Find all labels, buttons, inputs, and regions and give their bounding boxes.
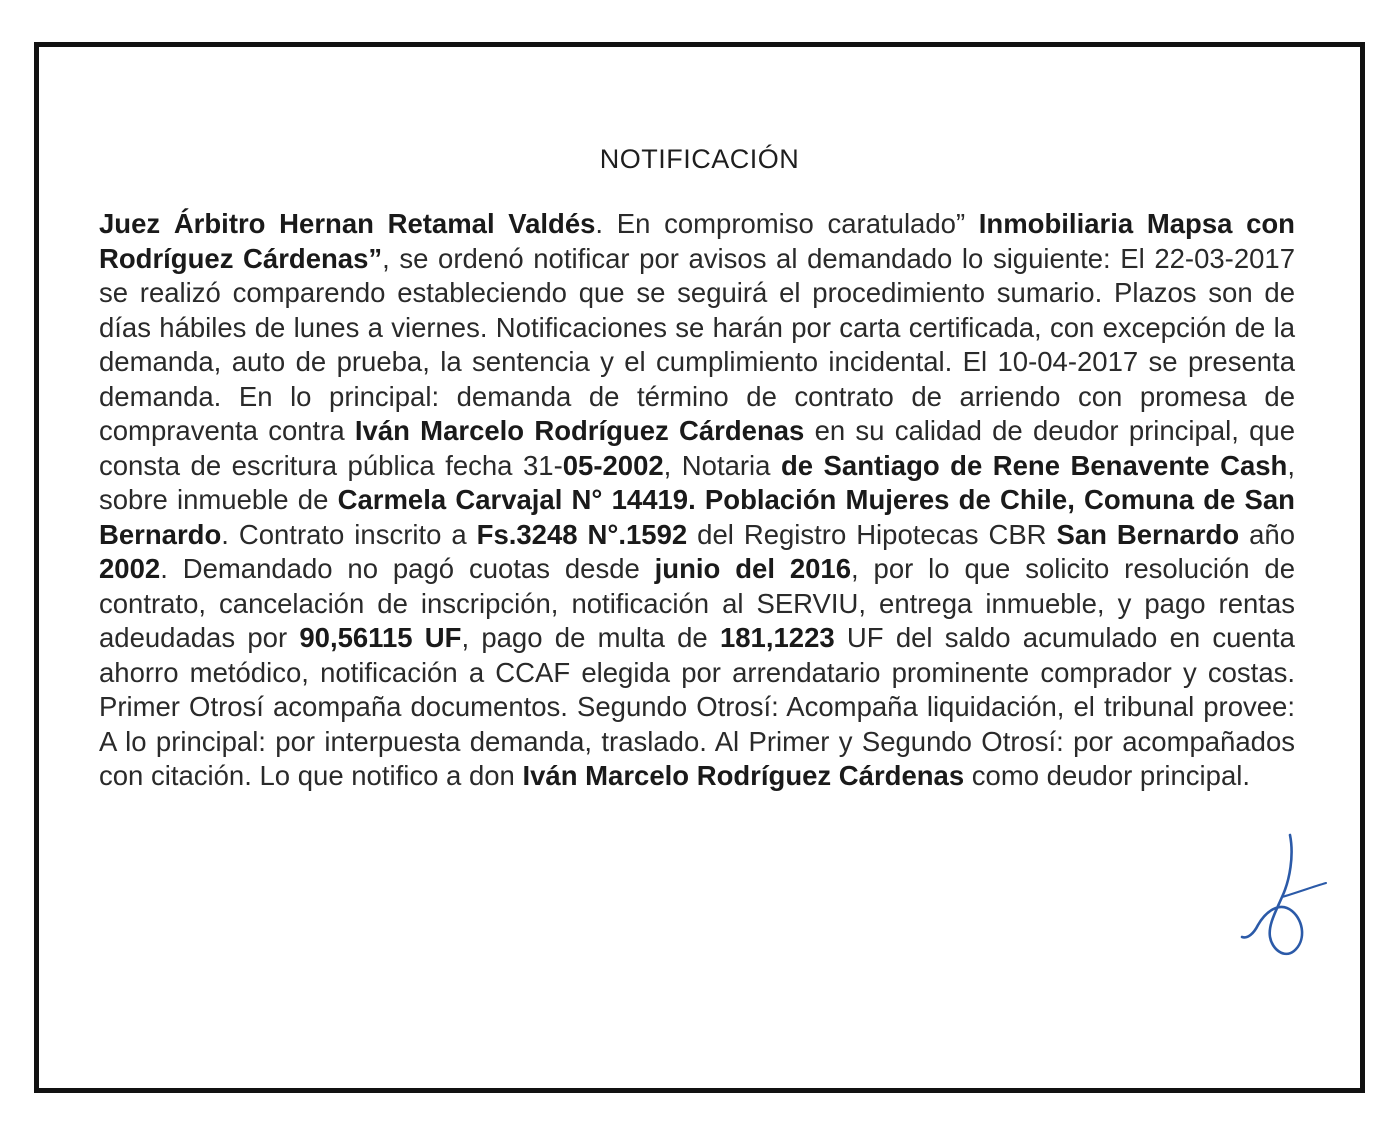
page-title: NOTIFICACIÓN: [599, 144, 800, 174]
bold-segment: Juez Árbitro Hernan Retamal Valdés: [99, 208, 596, 239]
bold-segment: 05-2002: [562, 449, 664, 481]
bold-segment: Iván Marcelo Rodríguez Cárdenas: [522, 760, 965, 791]
handwritten-signature-icon: [1238, 825, 1328, 965]
text-segment: . Demandado no pagó cuotas desde: [160, 553, 655, 584]
bold-segment: Iván Marcelo Rodríguez Cárdenas: [354, 415, 805, 446]
bold-segment: Fs.3248 N°.1592: [476, 518, 688, 550]
text-segment: , se ordenó notificar por avisos al demandado lo siguiente: El 22-03-2017 se realizó comparendo estableciendo que se seguirá el procedimiento sumario. Plazos son de días hábiles de lunes a viernes. Notificaciones se harán por carta certificada, con excepción de la demanda, auto de prueba, la sentencia y el cumplimiento incidental. El 10-04-2017 se presenta demanda. En lo principal: demanda de término de contrato de arriendo con promesa de compraventa contra: [99, 242, 1295, 446]
bold-segment: de Santiago de Rene Benavente Cash: [780, 449, 1288, 481]
bold-segment: Carmela Carvajal N° 14419. Población Mujeres de Chile, Comuna de San Bernardo: [99, 484, 1295, 550]
bold-segment: junio del 2016: [654, 553, 852, 584]
text-segment: . Contrato inscrito a: [221, 518, 477, 550]
notice-body: [99, 207, 1295, 794]
bold-segment: 2002: [99, 553, 161, 584]
text-segment: en su calidad de deudor principal, que consta de escritura pública fecha 31-: [99, 415, 1295, 481]
text-segment: , sobre inmueble de: [99, 449, 1295, 515]
text-segment: UF del saldo acumulado en cuenta ahorro metódico, notificación a CCAF elegida por arrendatario prominente comprador y costas. Primer Otrosí acompaña documentos. Segundo Otrosí: Acompaña liquidación, el tribunal provee: A lo principal: por interpuesta demanda, traslado. Al Primer y Segundo Otrosí: por acompañados con citación. Lo que notifico a don: [99, 622, 1295, 791]
bold-segment: Inmobiliaria Mapsa con Rodríguez Cárdenas”: [99, 208, 1295, 274]
notice-frame: [34, 42, 1365, 1093]
text-segment: . En compromiso caratulado”: [595, 208, 979, 239]
text-segment: año: [1239, 518, 1296, 550]
text-segment: , por lo que solicito resolución de contrato, cancelación de inscripción, notificación al SERVIU, entrega inmueble, y pago rentas adeudadas por: [99, 553, 1295, 653]
text-segment: del Registro Hipotecas CBR: [687, 518, 1057, 550]
bold-segment: 90,56115 UF: [299, 622, 462, 653]
bold-segment: 181,1223: [719, 622, 835, 653]
text-segment: como deudor principal.: [964, 760, 1250, 791]
text-segment: , pago de multa de: [461, 622, 720, 653]
text-segment: , Notaria: [663, 449, 781, 481]
bold-segment: San Bernardo: [1056, 518, 1240, 550]
